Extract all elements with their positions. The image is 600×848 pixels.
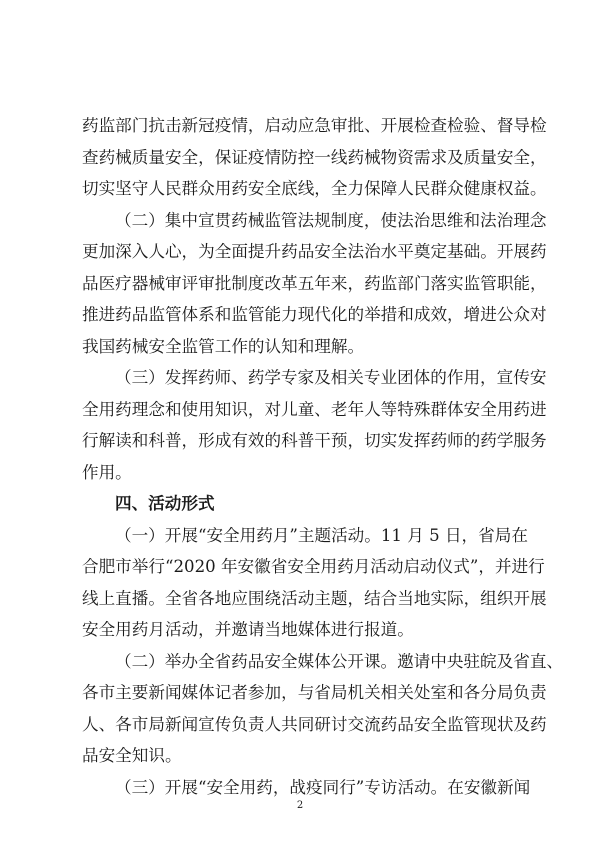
text-line: 切实坚守人民群众用药安全底线，全力保障人民群众健康权益。 xyxy=(82,179,547,198)
text-line: （二）举办全省药品安全媒体公开课。邀请中央驻皖及省直、 xyxy=(115,652,564,671)
text-line: 合肥市举行“2020 年安徽省安全用药月活动启动仪式”，并进行 xyxy=(82,557,545,576)
text-line: 推进药品监管体系和监管能力现代化的举措和成效，增进公众对 xyxy=(82,305,547,324)
text-line: 人、各市局新闻宣传负责人共同研讨交流药品安全监管现状及药 xyxy=(82,715,547,734)
text-line: 全用药理念和使用知识，对儿童、老年人等特殊群体安全用药进 xyxy=(82,400,547,419)
text-line: 线上直播。全省各地应围绕活动主题，结合当地实际，组织开展 xyxy=(82,589,547,608)
section-heading: 四、活动形式 xyxy=(115,494,215,513)
text-line: 行解读和科普，形成有效的科普干预，切实发挥药师的药学服务 xyxy=(82,431,547,450)
text-line: 作用。 xyxy=(82,463,132,482)
text-line: （一）开展“安全用药月”主题活动。11 月 5 日，省局在 xyxy=(115,526,528,545)
text-line: 药监部门抗击新冠疫情，启动应急审批、开展检查检验、督导检 xyxy=(82,116,547,135)
text-line: 各市主要新闻媒体记者参加，与省局机关相关处室和各分局负责 xyxy=(82,683,547,702)
text-line: （三）开展“安全用药，战疫同行”专访活动。在安徽新闻 xyxy=(115,778,531,797)
text-line: 品医疗器械审评审批制度改革五年来，药监部门落实监管职能， xyxy=(82,274,547,293)
text-line: 品安全知识。 xyxy=(82,746,182,765)
text-line: 我国药械安全监管工作的认知和理解。 xyxy=(82,337,365,356)
text-line: （二）集中宣贯药械监管法规制度，使法治思维和法治理念 xyxy=(115,211,547,230)
text-line: （三）发挥药师、药学专家及相关专业团体的作用，宣传安 xyxy=(115,368,547,387)
text-line: 查药械质量安全，保证疫情防控一线药械物资需求及质量安全， xyxy=(82,148,547,167)
text-line: 更加深入人心，为全面提升药品安全法治水平奠定基础。开展药 xyxy=(82,242,547,261)
text-line: 安全用药月活动，并邀请当地媒体进行报道。 xyxy=(82,620,414,639)
page-number: 2 xyxy=(296,800,304,811)
